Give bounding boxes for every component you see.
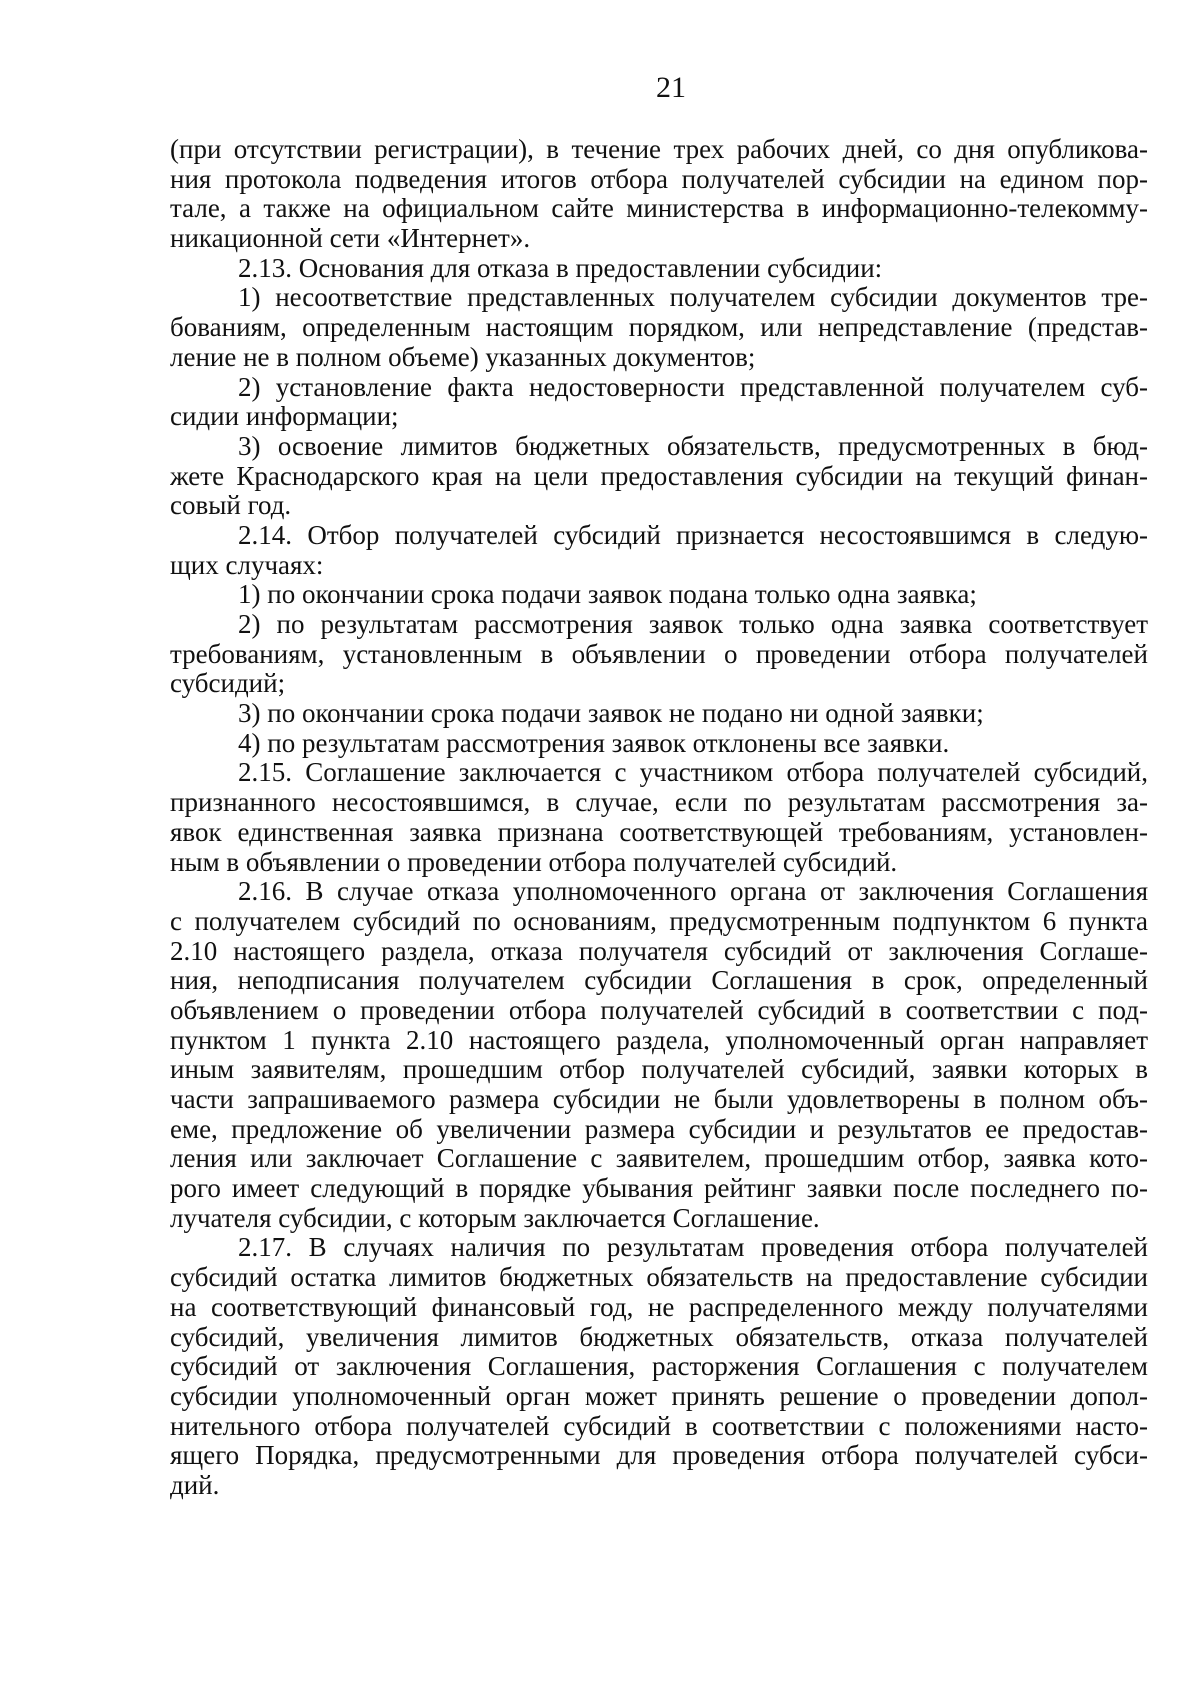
page-number: 21 bbox=[656, 71, 686, 104]
text-line: 3) по окончании срока подачи заявок не подано ни одной заявки; bbox=[238, 699, 984, 729]
text-line: ление не в полном объеме) указанных документов; bbox=[170, 342, 756, 372]
text-line: 2.17. В случаях наличия по результатам проведения отбора получателей bbox=[238, 1233, 1148, 1263]
text-line: еме, предложение об увеличении размера субсидии и результатов ее предостав- bbox=[170, 1114, 1148, 1144]
text-line: 4) по результатам рассмотрения заявок отклонены все заявки. bbox=[238, 728, 950, 758]
text-line: 2) установление факта недостоверности представленной получателем суб- bbox=[238, 372, 1148, 402]
text-line: 2) по результатам рассмотрения заявок только одна заявка соответствует bbox=[238, 610, 1148, 639]
text-line: явок единственная заявка признана соответствующей требованиям, установлен- bbox=[170, 817, 1148, 847]
text-line: бованиям, определенным настоящим порядком, или непредставление (представ- bbox=[170, 313, 1148, 343]
text-line: никационной сети «Интернет». bbox=[170, 224, 531, 254]
text-line: на соответствующий финансовый год, не распределенного между получателями bbox=[170, 1292, 1148, 1322]
text-line: 1) по окончании срока подачи заявок подана только одна заявка; bbox=[238, 580, 977, 610]
text-line: 2.15. Соглашение заключается с участником отбора получателей субсидий, bbox=[238, 758, 1148, 788]
text-line: пунктом 1 пункта 2.10 настоящего раздела, уполномоченный орган направляет bbox=[170, 1025, 1148, 1055]
text-line: нительного отбора получателей субсидий в соответствии с положениями насто- bbox=[170, 1411, 1148, 1441]
text-line: сидии информации; bbox=[170, 402, 399, 432]
text-line: ния, неподписания получателем субсидии Соглашения в срок, определенный bbox=[170, 966, 1148, 996]
text-line: 2.10 настоящего раздела, отказа получателя субсидий от заключения Соглаше- bbox=[170, 936, 1148, 966]
text-line: ным в объявлении о проведении отбора получателей субсидий. bbox=[170, 847, 898, 877]
text-line: рого имеет следующий в порядке убывания рейтинг заявки после последнего по- bbox=[170, 1174, 1148, 1204]
document-body bbox=[170, 135, 1148, 1501]
text-line: субсидий остатка лимитов бюджетных обязательств на предоставление субсидии bbox=[170, 1263, 1148, 1293]
text-line: ния протокола подведения итогов отбора получателей субсидии на едином пор- bbox=[170, 164, 1148, 194]
text-line: 1) несоответствие представленных получателем субсидии документов тре- bbox=[238, 283, 1148, 313]
text-line: тале, а также на официальном сайте министерства в информационно-телекомму- bbox=[170, 194, 1148, 224]
text-line: ящего Порядка, предусмотренными для проведения отбора получателей субси- bbox=[170, 1441, 1148, 1471]
text-line: 3) освоение лимитов бюджетных обязательств, предусмотренных в бюд- bbox=[238, 431, 1148, 461]
text-line: требованиям, установленным в объявлении о проведении отбора получателей bbox=[170, 639, 1148, 669]
text-line: совый год. bbox=[170, 491, 292, 521]
text-line: субсидии уполномоченный орган может принять решение о проведении допол- bbox=[170, 1381, 1148, 1411]
text-line: субсидий; bbox=[170, 669, 286, 699]
text-line: 2.14. Отбор получателей субсидий признается несостоявшимся в следую- bbox=[238, 520, 1148, 550]
text-line: части запрашиваемого размера субсидии не были удовлетворены в полном объ- bbox=[170, 1085, 1148, 1114]
text-line: субсидий, увеличения лимитов бюджетных обязательств, отказа получателей bbox=[170, 1322, 1148, 1352]
text-line: (при отсутствии регистрации), в течение трех рабочих дней, со дня опубликова- bbox=[170, 135, 1148, 164]
text-line: с получателем субсидий по основаниям, предусмотренным подпунктом 6 пункта bbox=[170, 906, 1148, 936]
text-line: признанного несостоявшимся, в случае, если по результатам рассмотрения за- bbox=[170, 788, 1148, 818]
text-line: дий. bbox=[170, 1470, 220, 1500]
text-line: иным заявителям, прошедшим отбор получателей субсидий, заявки которых в bbox=[170, 1055, 1148, 1085]
text-line: субсидий от заключения Соглашения, расторжения Соглашения с получателем bbox=[170, 1352, 1148, 1382]
text-line: жете Краснодарского края на цели предоставления субсидии на текущий финан- bbox=[170, 461, 1148, 491]
text-line: объявлением о проведении отбора получателей субсидий в соответствии с под- bbox=[170, 995, 1148, 1025]
text-line: лучателя субсидии, с которым заключается Соглашение. bbox=[170, 1203, 820, 1233]
text-line: 2.16. В случае отказа уполномоченного органа от заключения Соглашения bbox=[238, 877, 1148, 907]
text-line: 2.13. Основания для отказа в предоставлении субсидии: bbox=[238, 253, 883, 283]
text-line: ления или заключает Соглашение с заявителем, прошедшим отбор, заявка кото- bbox=[170, 1144, 1148, 1174]
text-line: щих случаях: bbox=[170, 550, 324, 580]
